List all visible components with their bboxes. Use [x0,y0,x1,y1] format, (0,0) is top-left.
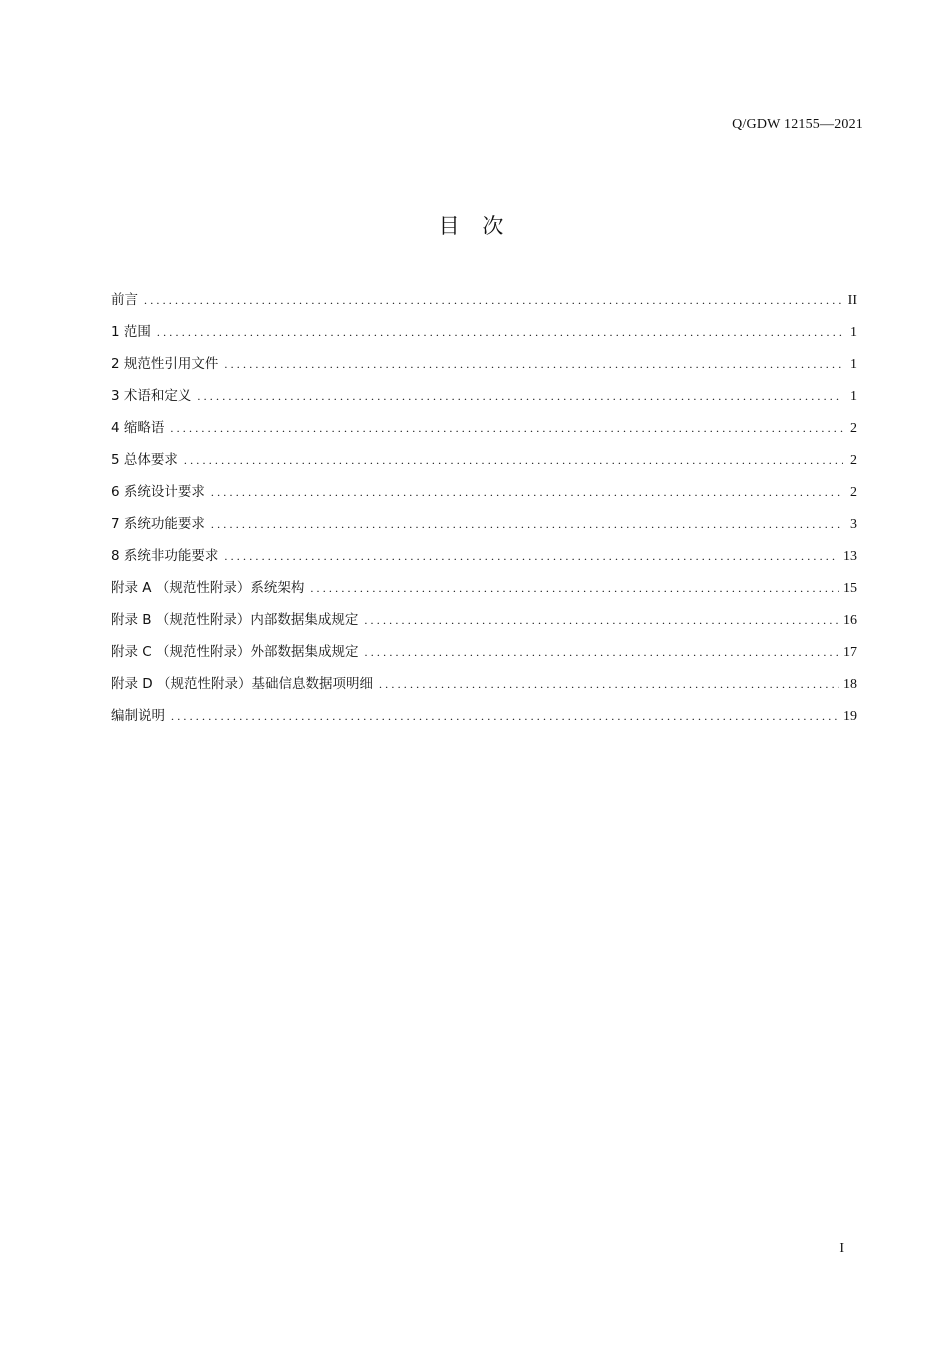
toc-leader-dots [157,325,843,340]
toc-entry-page: 2 [850,453,857,468]
toc-entry-label: 5 总体要求 [111,452,178,468]
toc-entry-appendix-b[interactable] [111,608,857,640]
toc-entry-functional-requirements[interactable] [111,512,857,544]
toc-leader-dots [211,517,843,532]
toc-leader-dots [364,613,839,628]
toc-entry-page: 16 [843,613,857,628]
toc-entry-page: II [847,293,857,308]
toc-entry-label: 附录 D （规范性附录）基础信息数据项明细 [111,676,373,692]
toc-entry-page: 1 [850,325,857,340]
toc-entry-page: 17 [843,645,857,660]
toc-entry-nonfunctional-requirements[interactable] [111,544,857,576]
toc-entry-page: 2 [850,485,857,500]
toc-entry-general-requirements[interactable] [111,448,857,480]
toc-entry-label: 编制说明 [111,708,165,724]
toc-title: 目 次 [438,214,512,238]
toc-leader-dots [224,549,839,564]
toc-entry-label: 附录 A （规范性附录）系统架构 [111,580,305,596]
toc-leader-dots [365,645,839,660]
toc-entry-compilation-notes[interactable] [111,704,857,736]
toc-leader-dots [144,293,843,308]
toc-leader-dots [197,389,843,404]
toc-leader-dots [310,581,839,596]
toc-entry-label: 前言 [111,292,138,308]
toc-entry-label: 7 系统功能要求 [111,516,205,532]
toc-entry-page: 1 [850,357,857,372]
toc-entry-design-requirements[interactable] [111,480,857,512]
toc-leader-dots [211,485,843,500]
toc-entry-label: 附录 C （规范性附录）外部数据集成规定 [111,644,359,660]
toc-entry-scope[interactable] [111,320,857,352]
toc-entry-abbreviations[interactable] [111,416,857,448]
toc-entry-appendix-c[interactable] [111,640,857,672]
toc-entry-page: 13 [843,549,857,564]
toc-leader-dots [184,453,843,468]
toc-entry-label: 6 系统设计要求 [111,484,205,500]
toc-entry-page: 15 [843,581,857,596]
toc-entry-page: 3 [850,517,857,532]
toc-entry-label: 2 规范性引用文件 [111,356,219,372]
standard-code: Q/GDW 12155—2021 [732,117,863,132]
toc-entry-appendix-d[interactable] [111,672,857,704]
table-of-contents [111,288,857,736]
toc-leader-dots [379,677,839,692]
toc-entry-terms-definitions[interactable] [111,384,857,416]
toc-entry-foreword[interactable] [111,288,857,320]
toc-entry-normative-references[interactable] [111,352,857,384]
toc-entry-label: 4 缩略语 [111,420,165,436]
page-number: I [839,1241,844,1256]
toc-entry-page: 19 [843,709,857,724]
toc-entry-appendix-a[interactable] [111,576,857,608]
toc-entry-label: 3 术语和定义 [111,388,192,404]
toc-entry-label: 附录 B （规范性附录）内部数据集成规定 [111,612,359,628]
toc-leader-dots [170,421,843,436]
toc-entry-label: 8 系统非功能要求 [111,548,219,564]
toc-entry-page: 18 [843,677,857,692]
toc-entry-label: 1 范围 [111,324,151,340]
toc-entry-page: 2 [850,421,857,436]
toc-entry-page: 1 [850,389,857,404]
toc-leader-dots [224,357,843,372]
toc-leader-dots [171,709,839,724]
